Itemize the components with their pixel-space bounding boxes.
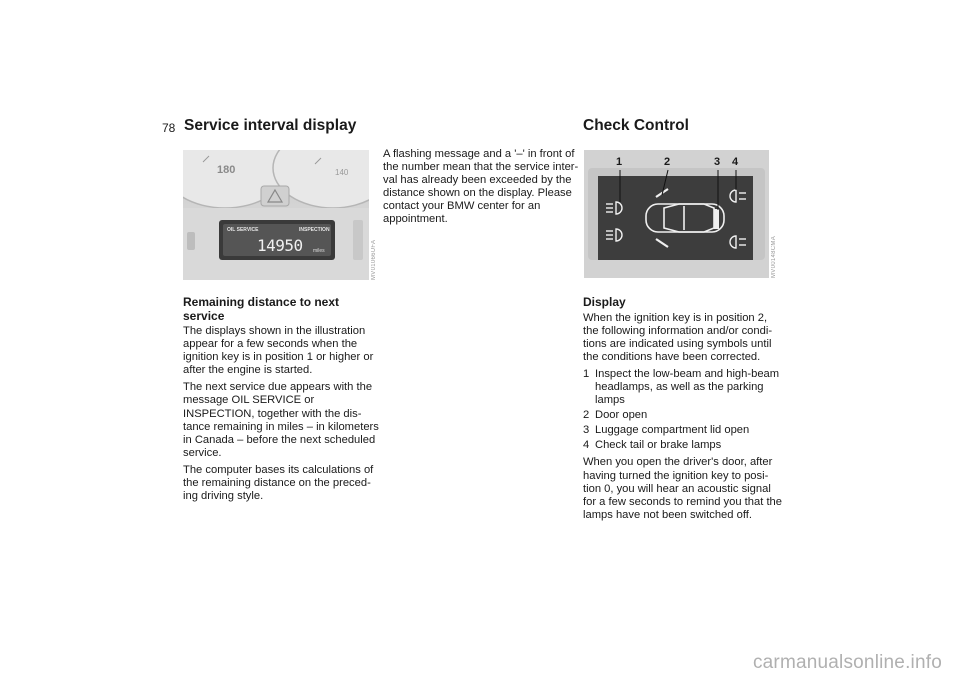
figure-code-left: MV01066UFA xyxy=(371,239,377,280)
lcd-unit: miles xyxy=(313,248,325,254)
paragraph: The next service due appears with the message OIL SERVICE or INSPECTION, together with the dis-tance remaining in miles – in kilometers in Canada – before the next scheduled service. xyxy=(183,381,379,459)
paragraph: A flashing message and a '–' in front of the number mean that the service inter-val has already been exceeded by the distance shown on the display. Please contact your BMW center for an appointment. xyxy=(383,148,579,226)
middle-column xyxy=(383,148,583,231)
lcd-oil-service-label: OIL SERVICE xyxy=(227,227,259,233)
watermark: carmanualsonline.info xyxy=(752,652,942,673)
callout-3: 3 xyxy=(714,156,721,168)
paragraph: The computer bases its calculations of the remaining distance on the preced-ing driving style. xyxy=(183,463,374,503)
list-item: 4 Check tail or brake lamps xyxy=(583,439,722,452)
gauge-right-value: 140 xyxy=(335,168,349,177)
lcd-mileage: 14950 xyxy=(257,236,303,255)
callout-1: 1 xyxy=(616,156,623,168)
list-item: 1 Inspect the low-beam and high-beam headlamps, as well as the parking lamps xyxy=(583,367,780,407)
service-interval-figure xyxy=(183,150,369,280)
lcd-inspection-label: INSPECTION xyxy=(299,227,330,233)
figure-code-right: MV00148CMA xyxy=(771,235,777,278)
list-item: 2 Door open xyxy=(583,409,648,422)
paragraph: The displays shown in the illustration appear for a few seconds when the ignition key is in position 1 or higher or after the engine is started. xyxy=(183,325,374,377)
section-title-service-interval: Service interval display xyxy=(184,117,357,134)
list-item: 3 Luggage compartment lid open xyxy=(583,424,750,437)
left-column xyxy=(183,296,383,507)
callout-4: 4 xyxy=(732,156,739,168)
check-control-figure xyxy=(584,150,769,278)
paragraph: When you open the driver's door, after having turned the ignition key to posi-tion 0, you will hear an acoustic signal for a few seconds to remind you that the lamps have not been switched off. xyxy=(583,456,782,521)
callout-2: 2 xyxy=(664,156,671,168)
page-number: 78 xyxy=(162,121,176,135)
right-column xyxy=(583,296,783,526)
subheading-remaining-distance: Remaining distance to next service xyxy=(183,295,340,323)
subheading-display: Display xyxy=(583,295,626,309)
gauge-left-value: 180 xyxy=(217,164,236,176)
section-title-check-control: Check Control xyxy=(583,117,689,134)
paragraph: When the ignition key is in position 2, the following information and/or condi-tions are indicated using symbols until the conditions have been corrected. xyxy=(583,311,773,363)
